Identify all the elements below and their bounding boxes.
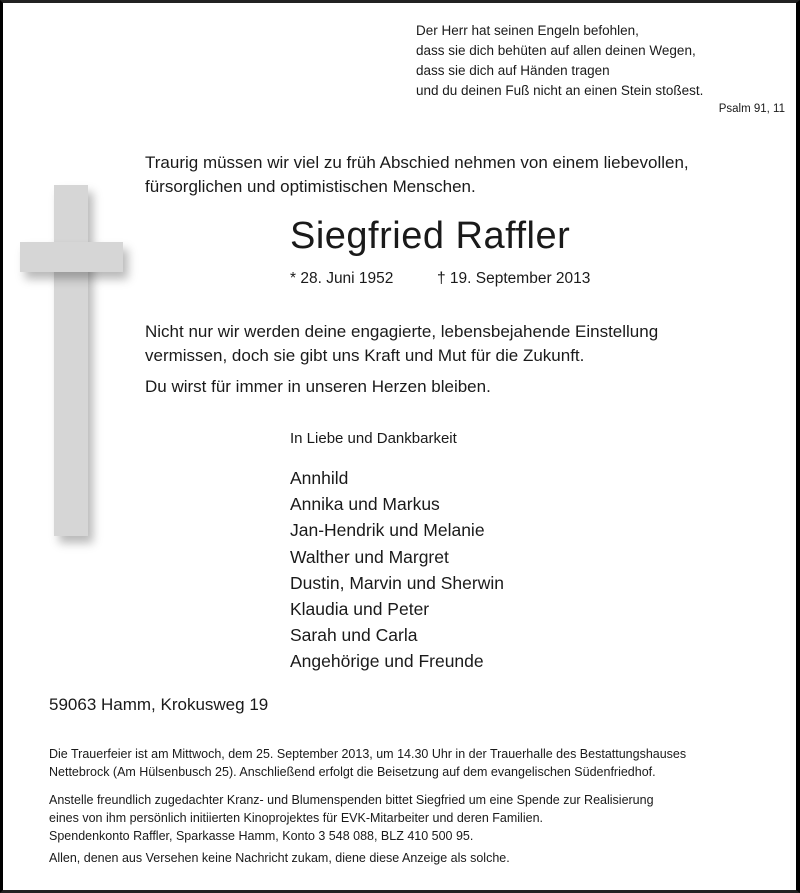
family-member: Jan-Hendrik und Melanie xyxy=(290,520,485,541)
funeral-line: Die Trauerfeier ist am Mittwoch, dem 25. September 2013, um 14.30 Uhr in der Trauerhalle des Bestattungshauses xyxy=(49,747,687,761)
donation-line: Spendenkonto Raffler, Sparkasse Hamm, Konto 3 548 088, BLZ 410 500 95. xyxy=(49,829,474,843)
family-member: Walther und Margret xyxy=(290,546,449,567)
intro-line: Traurig müssen wir viel zu früh Abschied nehmen von einem liebevollen, xyxy=(145,153,689,172)
donation-info xyxy=(49,791,654,845)
family-member: Annhild xyxy=(290,468,349,488)
psalm-line: Der Herr hat seinen Engeln befohlen, xyxy=(416,23,639,38)
message-line: Nicht nur wir werden deine engagierte, lebensbejahende Einstellung xyxy=(145,322,659,341)
funeral-line: Nettebrock (Am Hülsenbusch 25). Anschließend erfolgt die Beisetzung auf dem evangelischen Südenfriedhof. xyxy=(49,765,656,779)
family-list xyxy=(290,465,504,675)
family-member: Angehörige und Freunde xyxy=(290,651,484,672)
intro-line: fürsorglichen und optimistischen Menschen. xyxy=(145,177,476,196)
address: 59063 Hamm, Krokusweg 19 xyxy=(49,695,269,714)
psalm-line: und du deinen Fuß nicht an einen Stein stoßest. xyxy=(416,83,704,98)
family-member: Klaudia und Peter xyxy=(290,599,430,620)
donation-line: eines von ihm persönlich initiierten Kinoprojektes für EVK-Mitarbeiter und deren Familien. xyxy=(49,811,543,825)
death-date: † 19. September 2013 xyxy=(437,270,591,287)
funeral-info xyxy=(49,745,686,781)
closing-text: In Liebe und Dankbarkeit xyxy=(290,430,457,447)
psalm-quote xyxy=(416,21,703,101)
message-text xyxy=(145,320,658,368)
cross-center xyxy=(54,242,88,272)
farewell-text: Du wirst für immer in unseren Herzen bleiben. xyxy=(145,377,491,396)
psalm-line: dass sie dich behüten auf allen deinen Wegen, xyxy=(416,43,696,58)
cross-vertical-bar xyxy=(54,185,88,536)
family-member: Sarah und Carla xyxy=(290,625,418,646)
family-member: Annika und Markus xyxy=(290,494,440,515)
intro-text xyxy=(145,151,689,199)
psalm-reference: Psalm 91, 11 xyxy=(718,103,785,115)
deceased-name: Siegfried Raffler xyxy=(290,215,571,257)
birth-date: * 28. Juni 1952 xyxy=(290,270,394,287)
psalm-line: dass sie dich auf Händen tragen xyxy=(416,63,610,78)
notice-text: Allen, denen aus Versehen keine Nachricht zukam, diene diese Anzeige als solche. xyxy=(49,851,510,865)
donation-line: Anstelle freundlich zugedachter Kranz- und Blumenspenden bittet Siegfried um eine Spende zur Realisierung xyxy=(49,793,654,807)
message-line: vermissen, doch sie gibt uns Kraft und Mut für die Zukunft. xyxy=(145,346,585,365)
family-member: Dustin, Marvin und Sherwin xyxy=(290,572,504,593)
